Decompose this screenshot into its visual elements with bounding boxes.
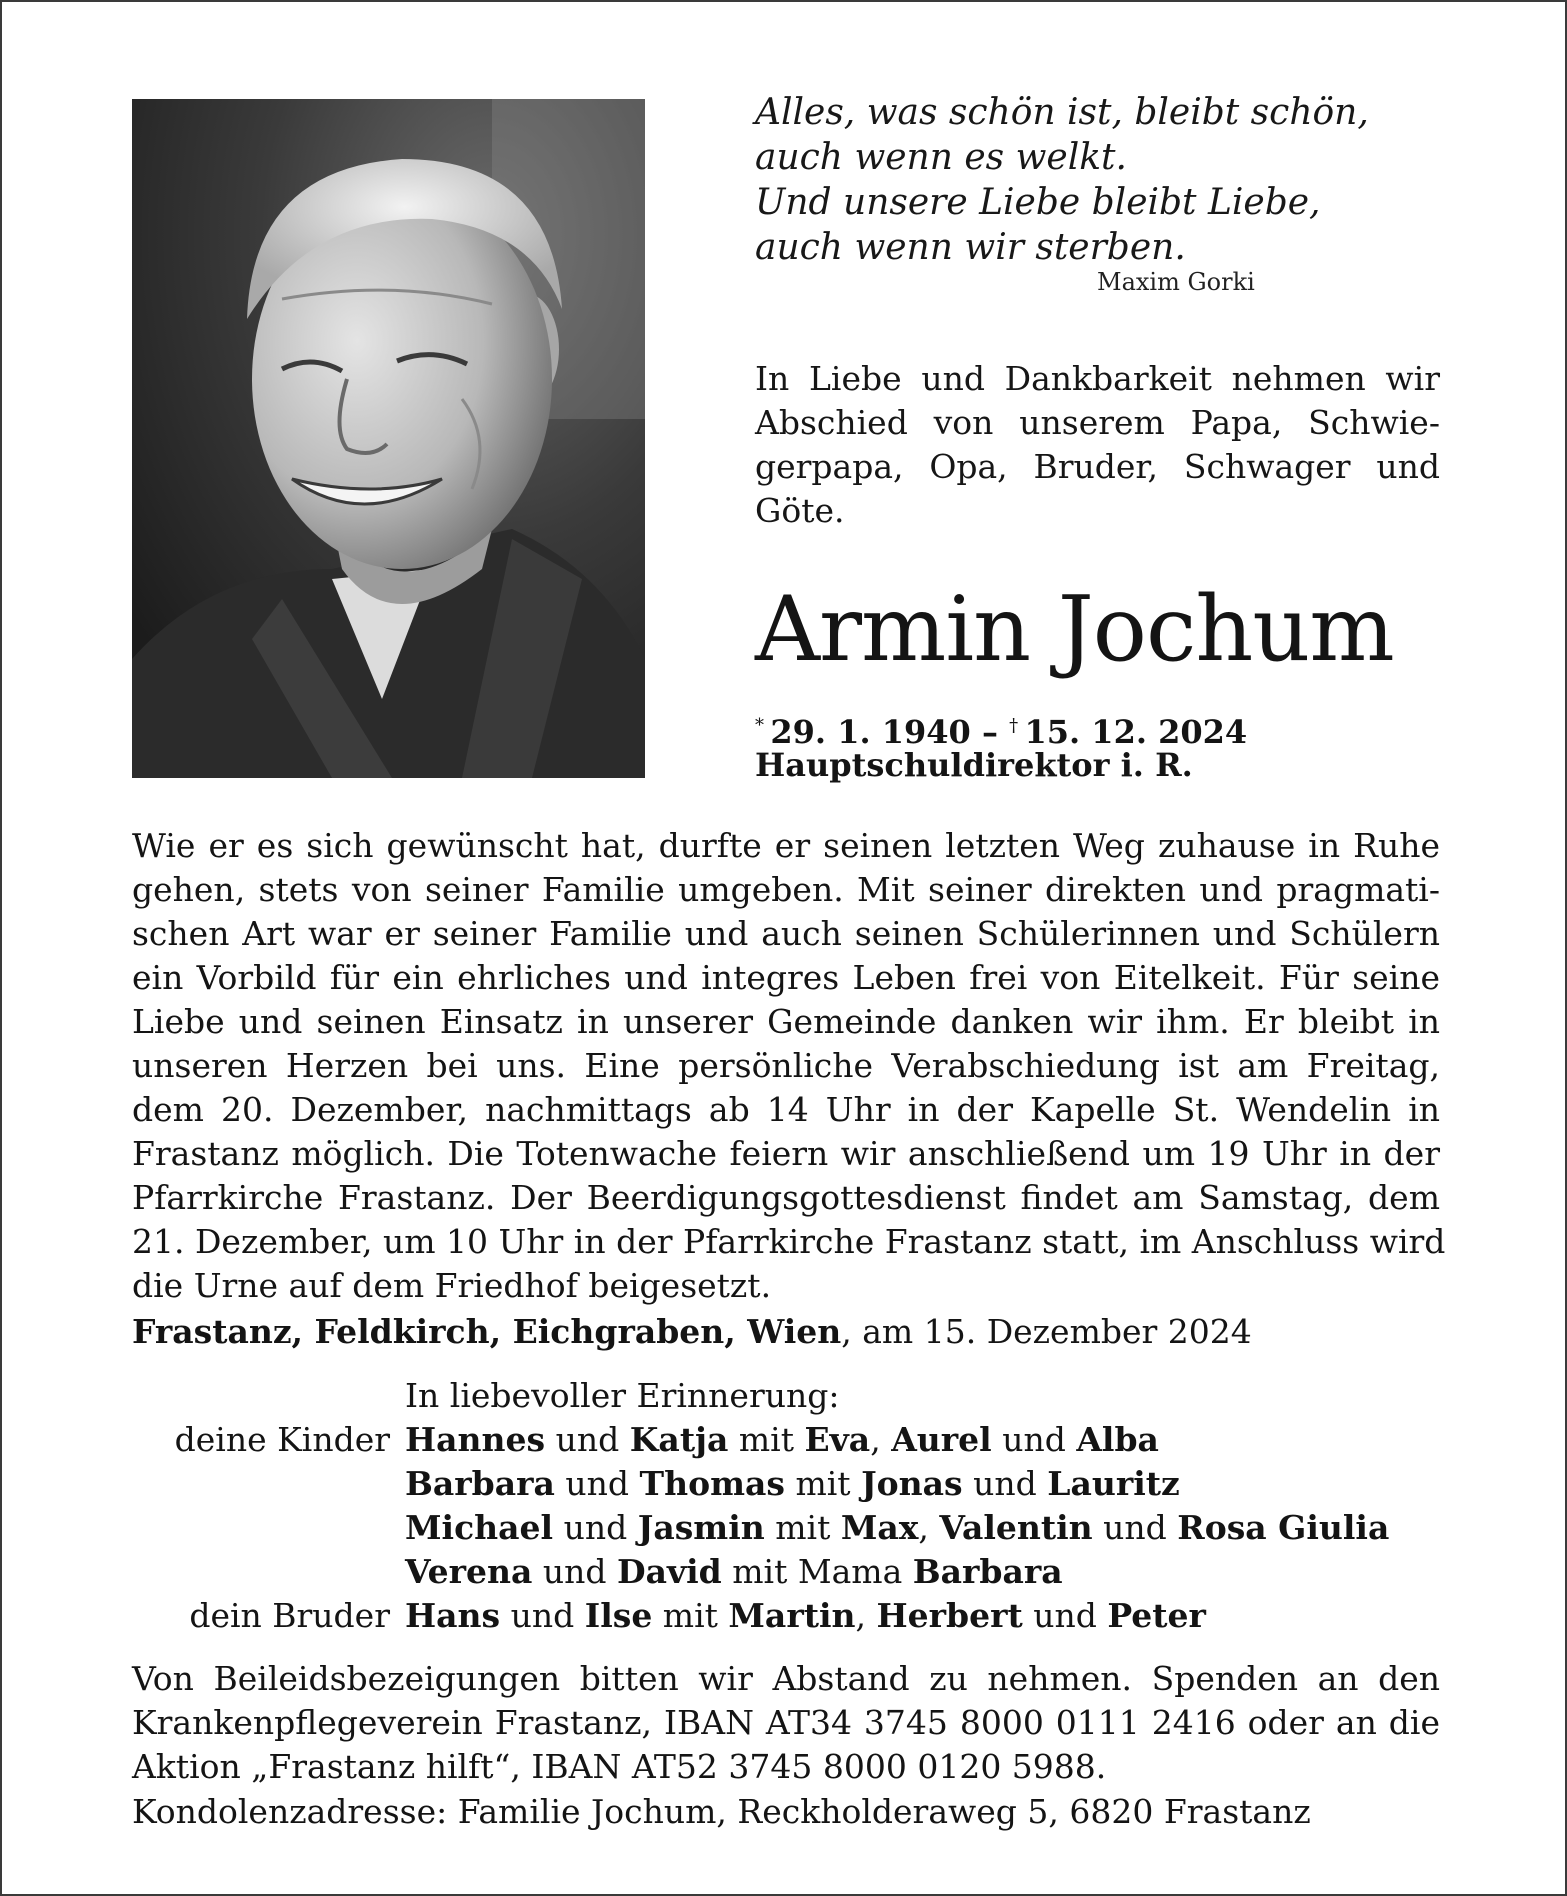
profession: Hauptschuldirektor i. R.: [755, 746, 1193, 784]
family-relation-label: dein Bruder: [189, 1596, 390, 1635]
family-connector: ,: [870, 1420, 892, 1459]
family-member-name: Ilse: [584, 1596, 653, 1635]
family-connector: und: [962, 1464, 1048, 1503]
family-connector: und: [532, 1552, 617, 1591]
family-member-name: David: [616, 1552, 722, 1591]
farewell-line: In Liebe und Dankbarkeit nehmen wir: [755, 359, 1440, 398]
family-member-name: Barbara: [405, 1464, 555, 1503]
family-connector: und: [500, 1596, 585, 1635]
family-connector: ,: [855, 1596, 877, 1635]
family-connector: ,: [918, 1508, 940, 1547]
farewell-text: [755, 357, 1440, 533]
date-separator: –: [970, 713, 1010, 751]
family-member-name: Hannes: [405, 1420, 546, 1459]
family-member-name: Thomas: [639, 1464, 785, 1503]
family-member-name: Barbara: [912, 1552, 1063, 1591]
body-line: schen Art war er seiner Familie und auch seinen Schülerinnen und Schülern: [132, 914, 1440, 953]
family-connector: mit Mama: [721, 1552, 913, 1591]
family-connector: und: [991, 1420, 1077, 1459]
body-line: unseren Herzen bei uns. Eine persönliche Verabschiedung ist am Freitag,: [132, 1046, 1440, 1085]
deceased-name: Armin Jochum: [755, 577, 1394, 682]
family-member-name: Verena: [405, 1552, 533, 1591]
body-line: 21. Dezember, um 10 Uhr in der Pfarrkirche Frastanz statt, im Anschluss wird: [132, 1222, 1446, 1261]
condolence-address: Kondolenzadresse: Familie Jochum, Reckholderaweg 5, 6820 Frastanz: [132, 1792, 1311, 1831]
birth-symbol: *: [755, 715, 764, 736]
body-line: Liebe und seinen Einsatz in unserer Gemeinde danken wir ihm. Er bleibt in: [132, 1002, 1440, 1041]
family-member-name: Eva: [804, 1420, 871, 1459]
body-line: Frastanz möglich. Die Totenwache feiern wir anschließend um 19 Uhr in der: [132, 1134, 1440, 1173]
family-member-name: Lauritz: [1047, 1464, 1180, 1503]
family-connector: und: [1022, 1596, 1108, 1635]
family-names: [405, 1550, 1063, 1594]
family-member-name: Max: [840, 1508, 919, 1547]
quote-line: auch wenn wir sterben.: [755, 227, 1186, 268]
family-connector: mit: [764, 1508, 841, 1547]
family-connector: mit: [728, 1420, 805, 1459]
family-member-name: Peter: [1107, 1596, 1206, 1635]
death-date: 15. 12. 2024: [1024, 713, 1248, 751]
family-member-name: Hans: [405, 1596, 501, 1635]
quote-line: Alles, was schön ist, bleibt schön,: [755, 92, 1369, 133]
family-member-name: Alba: [1076, 1420, 1159, 1459]
family-connector: und: [553, 1508, 638, 1547]
farewell-line: Göte.: [755, 491, 845, 530]
family-member-name: Katja: [629, 1420, 729, 1459]
place-date-line: [132, 1310, 1252, 1354]
portrait-photo: [132, 99, 645, 778]
family-member-name: Valentin: [939, 1508, 1093, 1547]
body-line: die Urne auf dem Friedhof beigesetzt.: [132, 1266, 772, 1305]
obituary-body: [132, 824, 1446, 1308]
family-member-name: Jonas: [861, 1464, 963, 1503]
family-names: [405, 1594, 1206, 1638]
donation-line: Krankenpflegeverein Frastanz, IBAN AT34 3745 8000 0111 2416 oder an die: [132, 1703, 1440, 1742]
body-line: gehen, stets von seiner Familie umgeben. Mit seiner direkten und pragmati-: [132, 870, 1440, 909]
body-line: dem 20. Dezember, nachmittags ab 14 Uhr in der Kapelle St. Wendelin in: [132, 1090, 1440, 1129]
family-member-name: Aurel: [891, 1420, 992, 1459]
family-names: [405, 1506, 1389, 1550]
birth-date: 29. 1. 1940: [770, 713, 971, 751]
family-connector: und: [545, 1420, 630, 1459]
family-connector: mit: [784, 1464, 862, 1503]
family-member-name: Martin: [728, 1596, 856, 1635]
family-connector: mit: [652, 1596, 729, 1635]
family-names: [405, 1462, 1180, 1506]
family-member-name: Michael: [405, 1508, 554, 1547]
family-member-name: Rosa Giulia: [1177, 1508, 1390, 1547]
donation-line: Aktion „Frastanz hilft“, IBAN AT52 3745 8000 0120 5988.: [132, 1747, 1107, 1786]
memory-intro: In liebevoller Erinnerung:: [405, 1376, 840, 1415]
quote-author: Maxim Gorki: [1097, 268, 1255, 296]
quote-line: Und unsere Liebe bleibt Liebe,: [755, 182, 1321, 223]
quote-line: auch wenn es welkt.: [755, 137, 1127, 178]
quote-block: [755, 90, 1369, 270]
body-line: Pfarrkirche Frastanz. Der Beerdigungsgottesdienst findet am Samstag, dem: [132, 1178, 1440, 1217]
family-relation-label: deine Kinder: [174, 1420, 390, 1459]
donation-text: [132, 1657, 1440, 1789]
family-connector: und: [554, 1464, 640, 1503]
family-member-name: Herbert: [876, 1596, 1023, 1635]
place-date: , am 15. Dezember 2024: [841, 1312, 1252, 1351]
donation-line: Von Beileidsbezeigungen bitten wir Abstand zu nehmen. Spenden an den: [132, 1659, 1440, 1698]
body-line: Wie er es sich gewünscht hat, durfte er seinen letzten Weg zuhause in Ruhe: [132, 826, 1440, 865]
family-names: [405, 1418, 1159, 1462]
farewell-line: gerpapa, Opa, Bruder, Schwager und: [755, 447, 1440, 486]
farewell-line: Abschied von unserem Papa, Schwie-: [755, 403, 1440, 442]
body-line: ein Vorbild für ein ehrliches und integres Leben frei von Eitelkeit. Für seine: [132, 958, 1440, 997]
family-member-name: Jasmin: [637, 1508, 765, 1547]
death-symbol: †: [1009, 715, 1019, 736]
locations: Frastanz, Feldkirch, Eichgraben, Wien: [132, 1312, 842, 1351]
family-connector: und: [1092, 1508, 1178, 1547]
